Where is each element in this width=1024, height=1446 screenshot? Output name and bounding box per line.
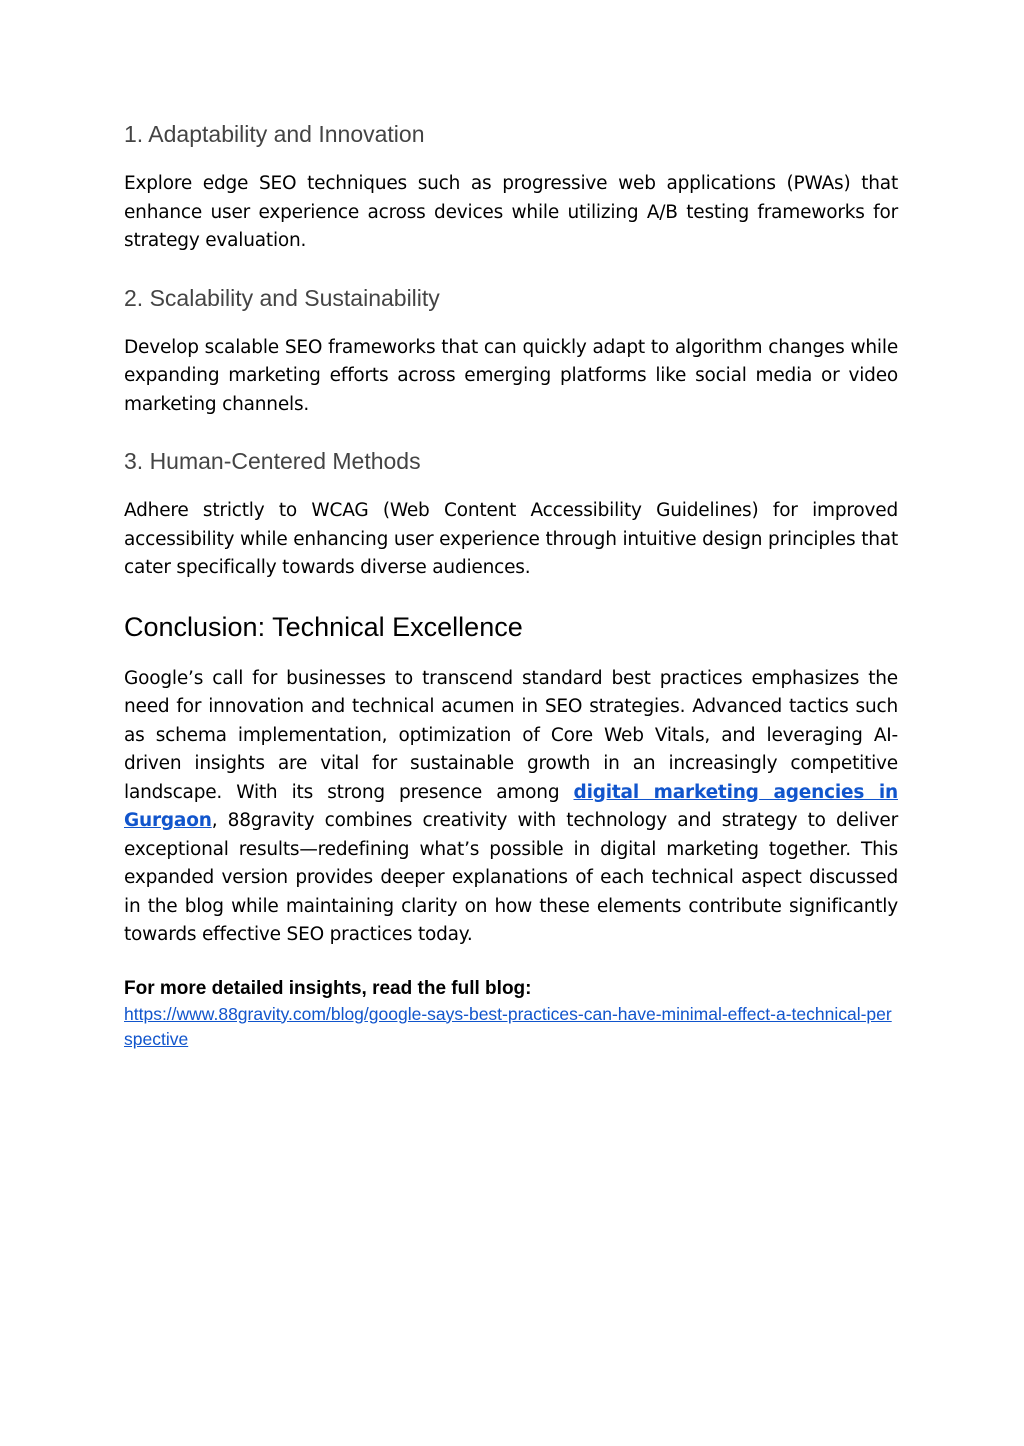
document-content [124,118,898,1052]
section-heading-scalability: 2. Scalability and Sustainability [124,284,440,311]
section-heading-human-centered: 3. Human-Centered Methods [124,448,421,474]
section-text-adaptability: Explore edge SEO techniques such as progressive web applications (PWAs) that enhance user experience across devices while utilizing A/B testing frameworks for strategy evaluation. [124,173,898,251]
section-text-human-centered: Adhere strictly to WCAG (Web Content Accessibility Guidelines) for improved accessibility while enhancing user experience through intuitive design principles that cater specifically towards diverse audiences. [124,500,898,578]
section-heading-adaptability: 1. Adaptability and Innovation [124,121,425,147]
section-text-scalability: Develop scalable SEO frameworks that can quickly adapt to algorithm changes while expanding marketing efforts across emerging platforms like social media or video marketing channels. [124,336,898,415]
conclusion-text-before-link: Google’s call for businesses to transcend standard best practices emphasizes the need for innovation and technical acumen in SEO strategies. Advanced tactics such as schema implementation, optimization of Core Web Vitals, and leveraging AI-driven insights are vital for sustainable growth in an increasingly competitive landscape. With its strong presence among [124,667,898,803]
conclusion-paragraph [124,665,898,950]
read-more-label: For more detailed insights, read the full blog: [124,977,532,999]
conclusion-text-after-link: , 88gravity combines creativity with technology and strategy to deliver exceptional results—redefining what’s possible in digital marketing together. This expanded version provides deeper explanations of each technical aspect discussed in the blog while maintaining clarity on how these elements contribute significantly towards effective SEO practices today. [124,810,898,945]
blog-url-link[interactable]: https://www.88gravity.com/blog/google-says-best-practices-can-have-minimal-effect-a-technical-perspective [124,1003,892,1049]
conclusion-heading: Conclusion: Technical Excellence [124,611,523,642]
agencies-gurgaon-link[interactable]: digital marketing agencies in Gurgaon [124,781,898,831]
